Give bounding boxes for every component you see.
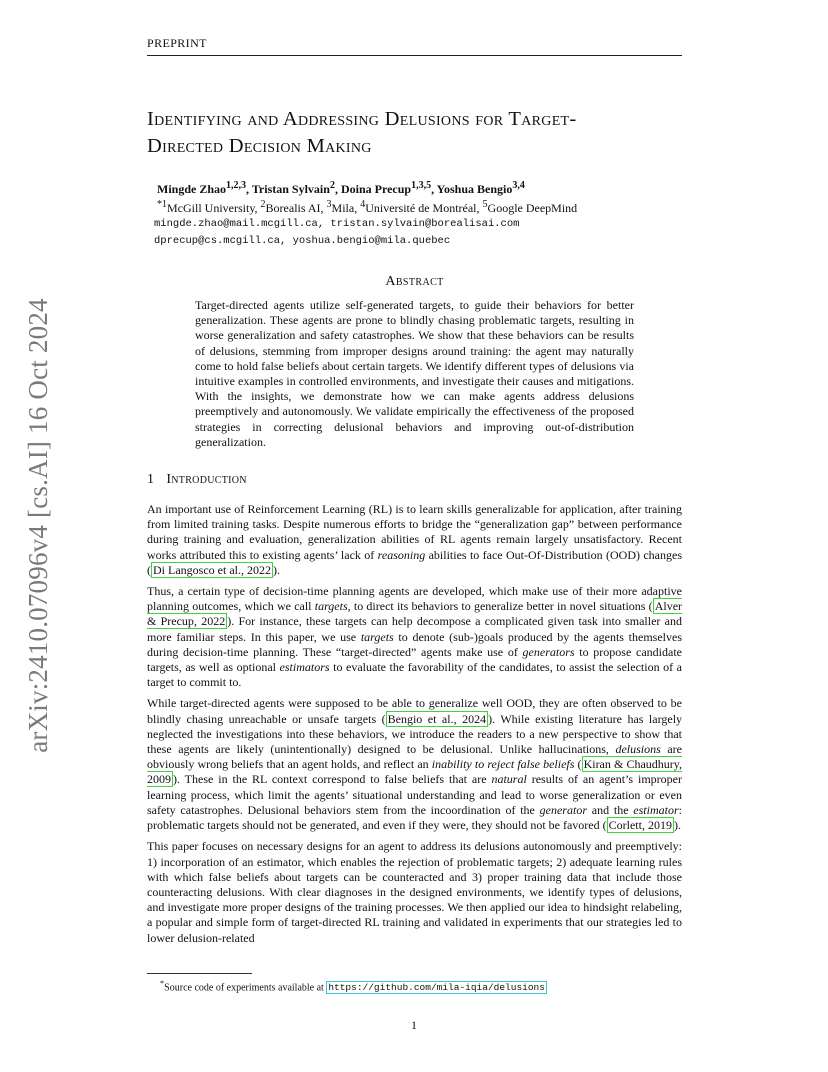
affiliation-name: McGill University, bbox=[167, 201, 261, 215]
section-number: 1 bbox=[147, 472, 155, 488]
affiliation-mark: 2 bbox=[260, 199, 266, 210]
emphasis: targets bbox=[314, 599, 348, 614]
text-run: , to direct its behaviors to generalize better in novel situations ( bbox=[347, 599, 653, 614]
emphasis: reasoning bbox=[377, 547, 426, 562]
affiliation-name: Université de Montréal, bbox=[365, 201, 483, 215]
intro-paragraph-3 bbox=[147, 696, 682, 833]
emphasis: estimator bbox=[633, 802, 679, 817]
author-name: Mingde Zhao bbox=[157, 182, 227, 196]
affiliation-mark: 3 bbox=[326, 199, 332, 210]
source-code-link[interactable]: https://github.com/mila-iqia/delusions bbox=[328, 982, 545, 994]
header-rule bbox=[147, 55, 682, 56]
citation-separator: , bbox=[453, 711, 463, 726]
emphasis: delusions bbox=[615, 742, 661, 757]
citation-link[interactable] bbox=[607, 817, 674, 833]
text-run: are obviously wrong beliefs that an agent holds, and reflect an bbox=[147, 742, 682, 772]
intro-paragraph-2 bbox=[147, 584, 682, 690]
affiliation-name: Google DeepMind bbox=[487, 201, 578, 215]
author-name: Doina Precup bbox=[340, 182, 412, 196]
citation-authors: Di Langosco et al. bbox=[153, 562, 241, 577]
footnote-rule bbox=[147, 973, 252, 974]
intro-paragraph-4: This paper focuses on necessary designs for an agent to address its delusions autonomously and preemptively: 1) incorporation of an estimator, which enables the rejection of problematic targets; 2) adequate learning rules with which false beliefs about targets can be counteracted and 3) proper training data that include those counteracting delusions. With clear diagnoses in the designed environments, we identify types of delusions, and investigate more proper designs of the training processes. We then applied our idea to hindsight relabeling, a popular and simple form of target-directed RL training and validated in experiments that our strategies led to lower delusion-related bbox=[147, 839, 682, 945]
citation-separator: , bbox=[641, 818, 648, 833]
title-line-2: Directed Decision Making bbox=[147, 135, 372, 157]
citation-separator: , bbox=[240, 562, 247, 577]
author-affiliation-mark: 1,3,5 bbox=[411, 180, 432, 191]
author-name: Yoshua Bengio bbox=[436, 182, 513, 196]
text-run: An important use of Reinforcement Learning (RL) is to learn skills generalizable for application, after training from limited training tasks. Despite numerous efforts to bridge the “generalization gap” between performance during training and evaluation, generalization abilities of RL agents remain largely unsatisfactory. Recent works attributed this to existing agents’ lack of bbox=[147, 502, 682, 562]
paper-title bbox=[147, 106, 682, 160]
email-line-2: dprecup@cs.mcgill.ca, yoshua.bengio@mila.quebec bbox=[154, 235, 451, 247]
text-run: ). These in the RL context correspond to false beliefs that are bbox=[173, 772, 492, 787]
text-run: ). While existing literature has largely neglected the investigations into these behaviors, we introduce the readers to a new perspective to show that these agents are likely (unintentionally) designed to be delusional. Unlike hallucinations, bbox=[147, 711, 683, 757]
citation-year: 2024 bbox=[462, 711, 487, 726]
affiliation-name: Borealis AI, bbox=[265, 201, 327, 215]
email-line-1: mingde.zhao@mail.mcgill.ca, tristan.sylvain@borealisai.com bbox=[154, 218, 520, 230]
citation-year: 2019 bbox=[647, 818, 672, 833]
text-run: ). bbox=[272, 562, 280, 577]
page-content bbox=[147, 106, 682, 946]
citation-authors: Kiran & Chaudhury bbox=[583, 757, 680, 772]
emphasis: natural bbox=[491, 772, 527, 787]
text-run: ). For instance, these targets can help decompose a complicated given task into smaller and more familiar steps. In this paper, we use bbox=[147, 614, 683, 644]
citation-year: 2009 bbox=[147, 772, 171, 787]
intro-paragraph-1 bbox=[147, 502, 682, 578]
footnote bbox=[160, 977, 547, 994]
text-run: to denote (sub-)goals produced by the agents themselves during decision-time planning. These “target-directed” agents make use of bbox=[147, 629, 682, 659]
author-affiliation-mark: 2 bbox=[329, 180, 335, 191]
emphasis: targets bbox=[360, 629, 394, 644]
text-run: to evaluate the favorability of the candidates, to assist the selection of a target to commit to. bbox=[147, 660, 683, 690]
author-affiliation-mark: 3,4 bbox=[512, 180, 525, 191]
author-list: Mingde Zhao$^{1,2,3}$, Tristan Sylvain$^2$, Doina Precup$^{1,3,5}$, Yoshua Bengio$^{3,4}$ bbox=[157, 180, 525, 196]
text-run: results of an agent’s improper learning process, which limit the agents’ situational understanding and lead to worse generalization or even safety catastrophes. Delusional behaviors stem from the incoordination of the bbox=[147, 772, 682, 817]
section-heading bbox=[147, 472, 682, 488]
text-run: and the bbox=[586, 802, 634, 817]
emphasis: inability to reject false beliefs bbox=[431, 757, 575, 772]
abstract-text: Target-directed agents utilize self-generated targets, to guide their behaviors for better generalization. These agents are prone to blindly chasing problematic targets, resulting in worse generalization and safety catastrophes. We show that these behaviors can be results of delusions, stemming from improper designs around training: the agent may naturally come to hold false beliefs about certain targets. We identify different types of delusions via intuitive examples in controlled environments, and investigate their causes and mitigations. With the insights, we demonstrate how we can make agents address delusions preemptively and autonomously. We validate empirically the effectiveness of the proposed strategies in correcting delusional behaviors and improving out-of-distribution generalization. bbox=[195, 298, 634, 449]
affiliation-mark: 4 bbox=[360, 199, 366, 210]
abstract-heading: Abstract bbox=[385, 274, 444, 289]
page-number: 1 bbox=[411, 1018, 417, 1032]
citation-separator: , bbox=[193, 614, 202, 629]
running-head-label: PREPRINT bbox=[147, 36, 207, 50]
text-run: abilities to face Out-Of-Distribution (OOD) changes ( bbox=[147, 547, 682, 577]
text-run: to propose candidate targets, as well as optional bbox=[147, 644, 682, 675]
author-affiliation-mark: 1,2,3 bbox=[226, 180, 247, 191]
text-run: While target-directed agents were supposed to be able to generalize well OOD, they are often observed to be blindly chasing unreachable or unsafe targets ( bbox=[147, 696, 682, 726]
citation-authors: Corlett bbox=[608, 818, 642, 833]
citation-link[interactable] bbox=[386, 711, 488, 727]
text-run: ). bbox=[673, 818, 681, 833]
footnote-text: Source code of experiments available at bbox=[164, 982, 327, 994]
running-header bbox=[147, 36, 682, 56]
emphasis: generator bbox=[539, 802, 587, 817]
citation-authors: Alver & Precup bbox=[147, 599, 683, 629]
citation-link[interactable] bbox=[151, 562, 273, 578]
arxiv-identifier-text: arXiv:2410.07096v4 [cs.AI] 16 Oct 2024 bbox=[22, 297, 53, 753]
author-name: Tristan Sylvain bbox=[251, 182, 330, 196]
affiliation-mark: 5 bbox=[482, 199, 488, 210]
arxiv-identifier-stamp bbox=[22, 295, 54, 755]
emphasis: estimators bbox=[279, 660, 330, 675]
affiliation-list bbox=[157, 197, 682, 216]
emphasis: generators bbox=[522, 644, 575, 659]
affiliation-mark: *1 bbox=[157, 199, 167, 210]
citation-year: 2022 bbox=[246, 562, 271, 577]
text-run: Thus, a certain type of decision-time planning agents are developed, which make use of their more adaptive planning outcomes, which we call bbox=[147, 584, 682, 614]
title-line-1: Identifying and Addressing Delusions for Target- bbox=[147, 108, 577, 130]
footnote-mark: * bbox=[160, 979, 165, 988]
text-run: : problematic targets should not be generated, and even if they were, they should not be favored ( bbox=[147, 802, 682, 833]
author-emails bbox=[154, 216, 682, 250]
section-title: Introduction bbox=[166, 472, 247, 488]
text-run: ( bbox=[574, 757, 582, 772]
affiliation-name: Mila, bbox=[331, 201, 361, 215]
citation-authors: Bengio et al. bbox=[387, 711, 454, 726]
citation-separator: , bbox=[679, 757, 683, 772]
citation-year: 2022 bbox=[201, 614, 226, 629]
